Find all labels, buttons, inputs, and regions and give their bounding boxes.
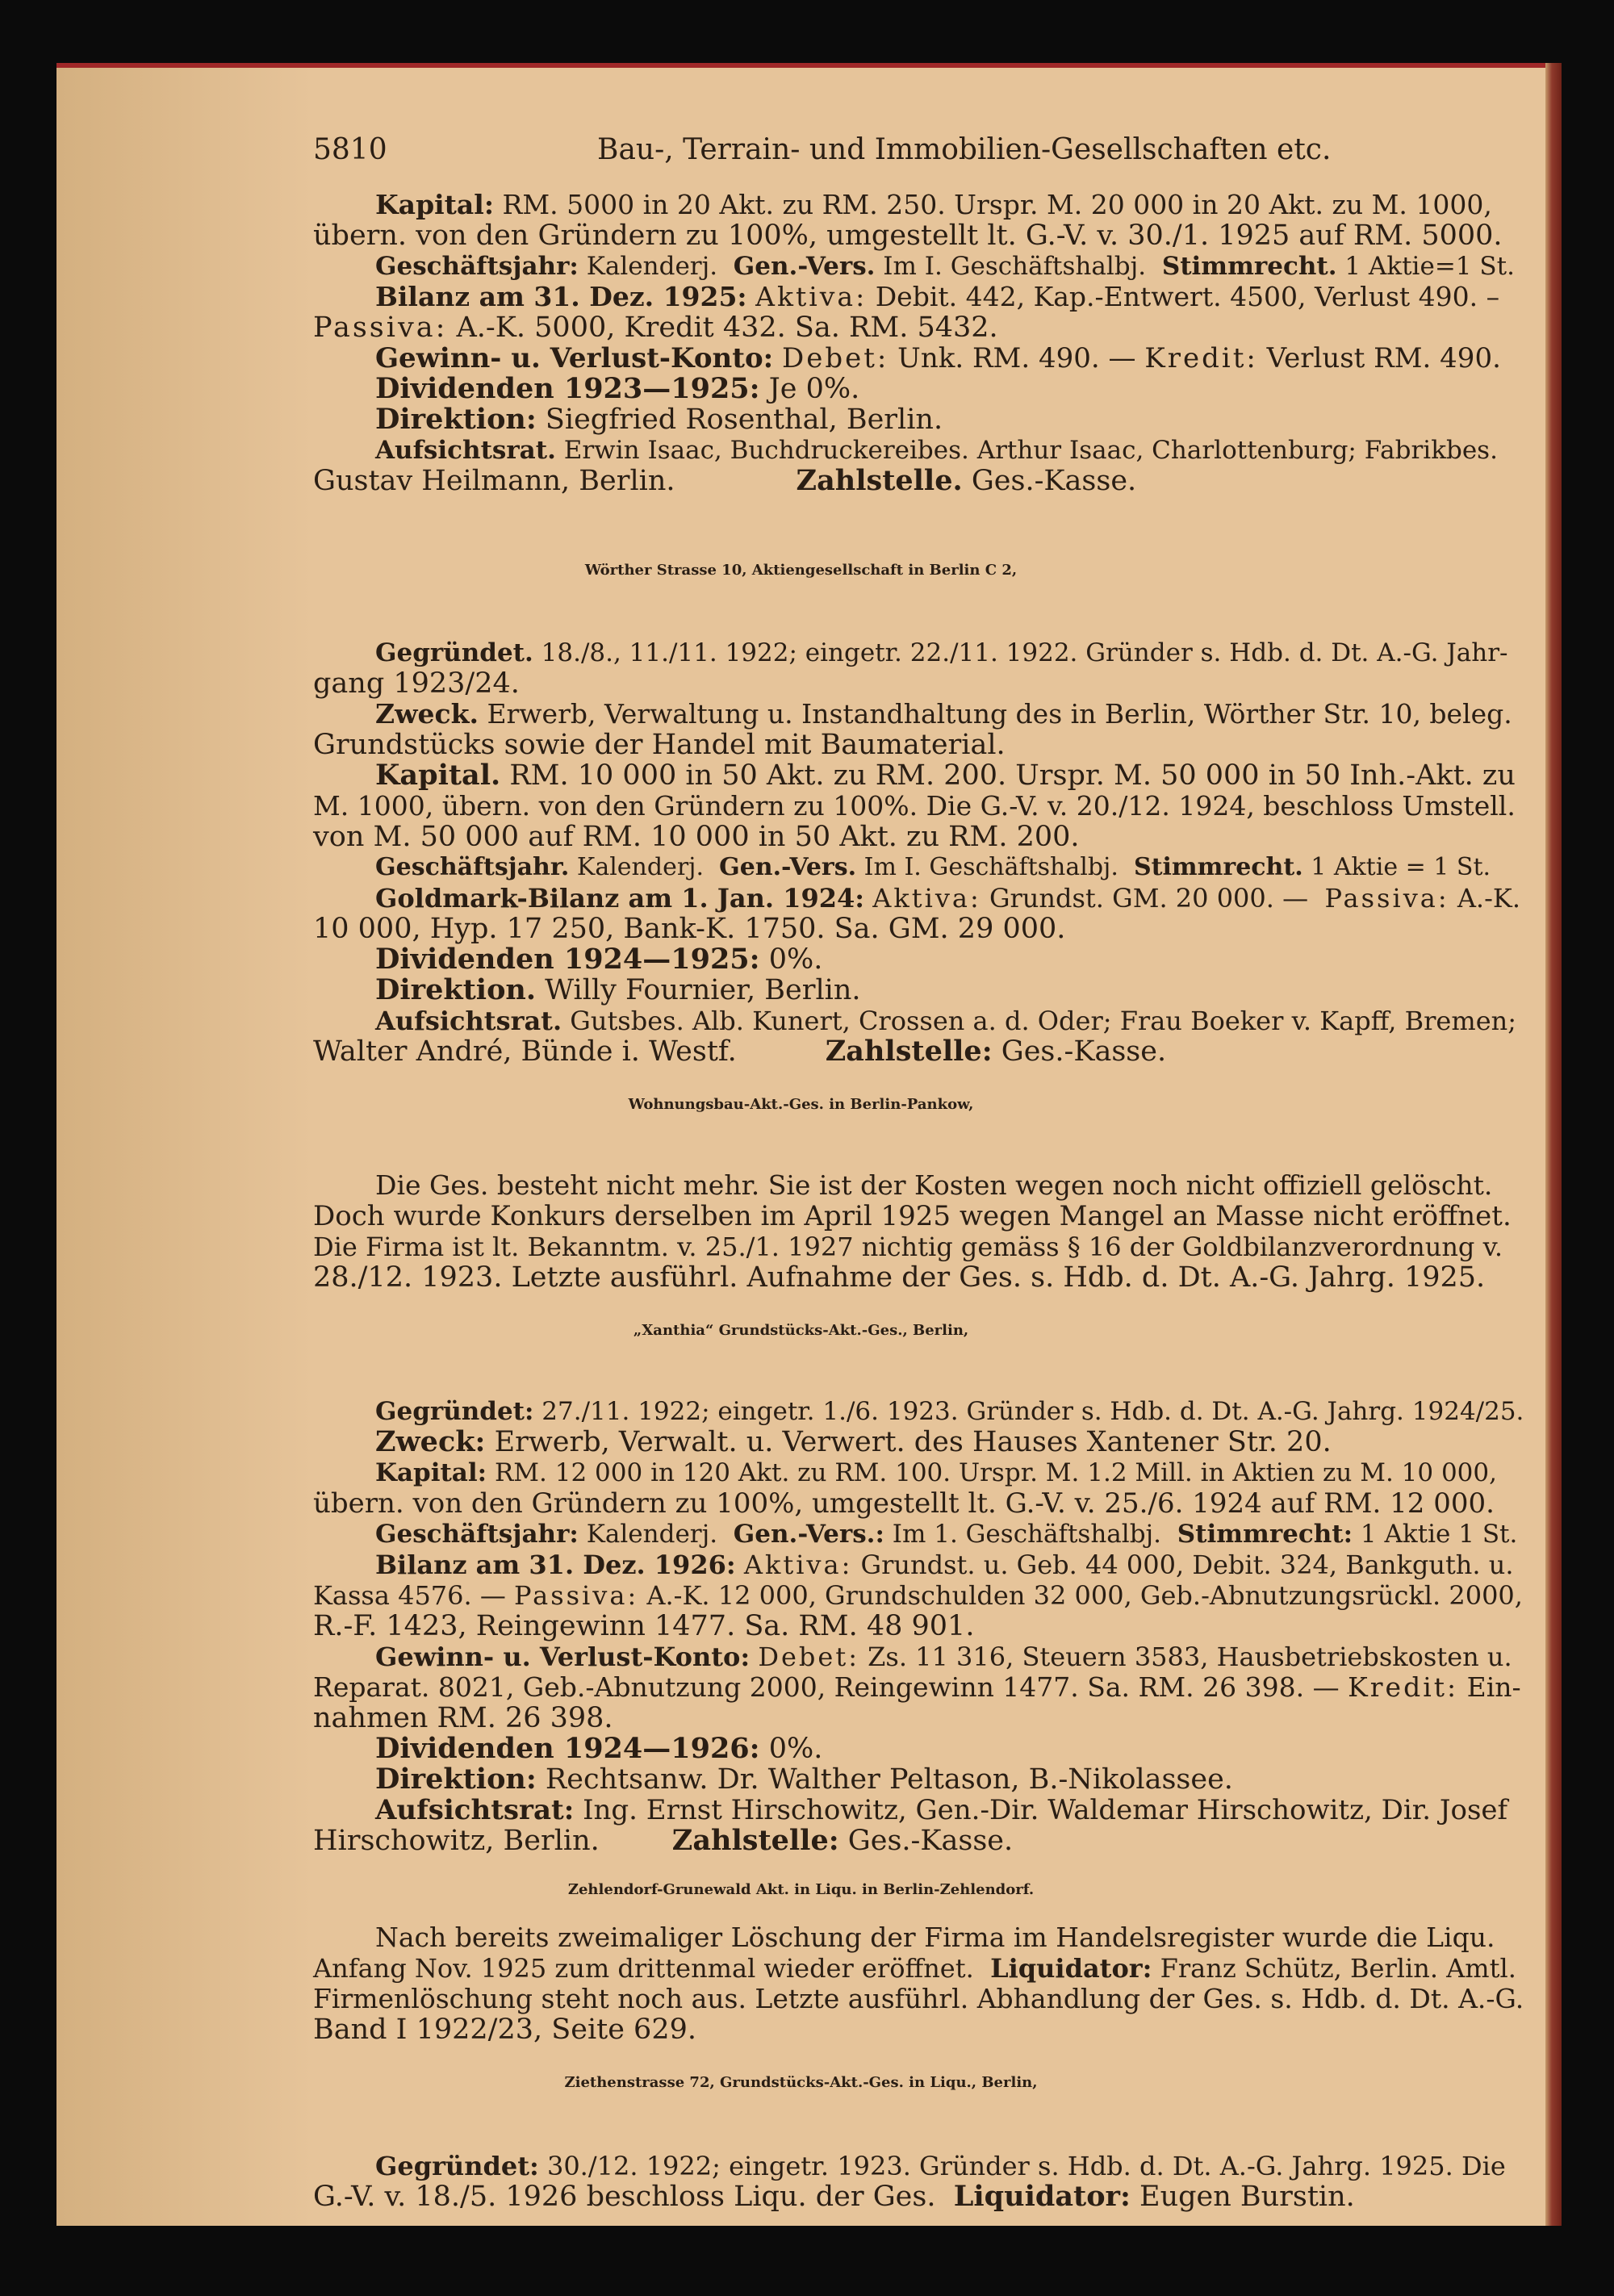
company-address <box>56 1361 1545 1393</box>
board-line: Direktion: Siegfried Rosenthal, Berlin. <box>375 403 943 436</box>
capital-line: Kapital: RM. 5000 in 20 Akt. zu RM. 250. Urspr. M. 20 000 in 20 Akt. zu M. 1000, <box>375 189 1492 220</box>
dividends-line: Dividenden 1923—1925: Je 0%. <box>375 372 860 405</box>
text-line: Firmenlöschung steht noch aus. Letzte ausführl. Abhandlung der Ges. s. Hdb. d. Dt. A.-G. <box>313 1983 1524 2014</box>
text-line: Die Ges. besteht nicht mehr. Sie ist der Kosten wegen noch nicht offiziell gelöscht. <box>375 1169 1493 1201</box>
dividends-line: Dividenden 1924—1925: 0%. <box>375 943 823 976</box>
board-line: Direktion. Willy Fournier, Berlin. <box>375 973 861 1006</box>
company-address <box>56 2114 1545 2147</box>
balance-line: Goldmark-Bilanz am 1. Jan. 1924: Aktiva: Grundst. GM. 20 000. — Passiva: A.-K. <box>375 883 1520 914</box>
text-line: Doch wurde Konkurs derselben im April 1925 wegen Mangel an Masse nicht eröffnet. <box>313 1200 1512 1232</box>
company-title: Ziethenstrasse 72, Grundstücks-Akt.-Ges. in Liqu., Berlin, <box>564 2074 1038 2091</box>
page-number: 5810 <box>313 133 387 166</box>
supervisory-board-line: Aufsichtsrat. Erwin Isaac, Buchdruckereibes. Arthur Isaac, Charlottenburg; Fabrikbes. <box>375 436 1498 465</box>
balance-continuation: 10 000, Hyp. 17 250, Bank-K. 1750. Sa. GM. 29 000. <box>313 913 1066 945</box>
balance-liabilities: Passiva: A.-K. 5000, Kredit 432. Sa. RM. 5432. <box>313 312 998 344</box>
profit-loss-line: Gewinn- u. Verlust-Konto: Debet: Zs. 11 316, Steuern 3583, Hausbetriebskosten u. <box>375 1641 1512 1672</box>
board-line: Direktion: Rechtsanw. Dr. Walther Peltason, B.-Nikolassee. <box>375 1763 1233 1796</box>
supervisory-board-continuation: Walter André, Bünde i. Westf. Zahlstelle: Ges.-Kasse. <box>313 1035 1167 1068</box>
founded-line: Gegründet: 30./12. 1922; eingetr. 1923. Gründer s. Hdb. d. Dt. A.-G. Jahrg. 1925. Die <box>375 2151 1506 2181</box>
text-line: 28./12. 1923. Letzte ausführl. Aufnahme der Ges. s. Hdb. d. Dt. A.-G. Jahrg. 1925. <box>313 1261 1486 1294</box>
supervisory-board-line: Aufsichtsrat. Gutsbes. Alb. Kunert, Crossen a. d. Oder; Frau Boeker v. Kapff, Bremen; <box>375 1006 1517 1036</box>
company-title: Zehlendorf-Grunewald Akt. in Liqu. in Berlin-Zehlendorf. <box>567 1881 1035 1898</box>
company-title: „Xanthia“ Grundstücks-Akt.-Ges., Berlin, <box>633 1322 969 1339</box>
running-title: Bau-, Terrain- und Immobilien-Gesellschaften etc. <box>597 133 1332 166</box>
profit-loss-line: Gewinn- u. Verlust-Konto: Debet: Unk. RM. 490. — Kredit: Verlust RM. 490. <box>375 342 1501 374</box>
founded-line: Gegründet: 27./11. 1922; eingetr. 1./6. 1923. Gründer s. Hdb. d. Dt. A.-G. Jahrg. 1924/25. <box>375 1397 1524 1426</box>
founded-line: Gegründet. 18./8., 11./11. 1922; eingetr. 22./11. 1922. Gründer s. Hdb. d. Dt. A.-G. Jahr- <box>375 638 1508 667</box>
company-address <box>56 1135 1545 1167</box>
fiscal-year-line: Geschäftsjahr. Kalenderj. Gen.-Vers. Im I. Geschäftshalbj. Stimmrecht. 1 Aktie = 1 St. <box>375 853 1491 881</box>
profit-loss-continuation: nahmen RM. 26 398. <box>313 1702 613 1734</box>
capital-continuation: von M. 50 000 auf RM. 10 000 in 50 Akt. zu RM. 200. <box>313 821 1080 853</box>
supervisory-board-continuation: Gustav Heilmann, Berlin. Zahlstelle. Ges.-Kasse. <box>313 464 1137 497</box>
balance-line: Bilanz am 31. Dez. 1926: Aktiva: Grundst. u. Geb. 44 000, Debit. 324, Bankguth. u. <box>375 1549 1514 1580</box>
company-title: Wohnungsbau-Akt.-Ges. in Berlin-Pankow, <box>628 1096 974 1113</box>
page-edge <box>1545 63 1562 2226</box>
profit-loss-continuation: Reparat. 8021, Geb.-Abnutzung 2000, Reingewinn 1477. Sa. RM. 26 398. — Kredit: Ein- <box>313 1671 1521 1703</box>
supervisory-board-continuation: Hirschowitz, Berlin. Zahlstelle: Ges.-Kasse. <box>313 1824 1014 1857</box>
fiscal-year-line: Geschäftsjahr: Kalenderj. Gen.-Vers.: Im 1. Geschäftshalbj. Stimmrecht: 1 Aktie 1 St. <box>375 1520 1518 1549</box>
text-line: Anfang Nov. 1925 zum drittenmal wieder eröffnet. Liquidator: Franz Schütz, Berlin. Amtl. <box>313 1953 1516 1984</box>
book-page <box>56 63 1545 2226</box>
founded-continuation: gang 1923/24. <box>313 667 520 700</box>
balance-continuation: R.-F. 1423, Reingewinn 1477. Sa. RM. 48 901. <box>313 1610 975 1642</box>
capital-continuation: übern. von den Gründern zu 100%, umgestellt lt. G.-V. v. 25./6. 1924 auf RM. 12 000. <box>313 1487 1495 1520</box>
company-title: Wörther Strasse 10, Aktiengesellschaft in Berlin C 2, <box>584 562 1018 579</box>
capital-continuation: M. 1000, übern. von den Gründern zu 100%. Die G.-V. v. 20./12. 1924, beschloss Umstell. <box>313 790 1516 822</box>
text-line: Nach bereits zweimaliger Löschung der Firma im Handelsregister wurde die Liqu. <box>375 1922 1495 1953</box>
founded-continuation: G.-V. v. 18./5. 1926 beschloss Liqu. der Ges. Liquidator: Eugen Burstin. <box>313 2180 1355 2213</box>
dividends-line: Dividenden 1924—1926: 0%. <box>375 1732 823 1765</box>
company-address <box>56 602 1545 634</box>
balance-line: Bilanz am 31. Dez. 1925: Aktiva: Debit. 442, Kap.-Entwert. 4500, Verlust 490. – <box>375 281 1500 312</box>
capital-line: Kapital. RM. 10 000 in 50 Akt. zu RM. 200. Urspr. M. 50 000 in 50 Inh.-Akt. zu <box>375 759 1516 792</box>
purpose-line: Zweck: Erwerb, Verwalt. u. Verwert. des Hauses Xantener Str. 20. <box>375 1425 1332 1458</box>
balance-continuation: Kassa 4576. — Passiva: A.-K. 12 000, Grundschulden 32 000, Geb.-Abnutzungsrückl. 2000, <box>313 1580 1523 1611</box>
text-line: Die Firma ist lt. Bekanntm. v. 25./1. 1927 nichtig gemäss § 16 der Goldbilanzverordnung v. <box>313 1232 1503 1262</box>
capital-line: Kapital: RM. 12 000 in 120 Akt. zu RM. 100. Urspr. M. 1.2 Mill. in Aktien zu M. 10 000, <box>375 1458 1497 1487</box>
text-line: Band I 1922/23, Seite 629. <box>313 2014 696 2046</box>
capital-continuation: übern. von den Gründern zu 100%, umgestellt lt. G.-V. v. 30./1. 1925 auf RM. 5000. <box>313 220 1503 252</box>
supervisory-board-line: Aufsichtsrat: Ing. Ernst Hirschowitz, Gen.-Dir. Waldemar Hirschowitz, Dir. Josef <box>375 1794 1508 1826</box>
purpose-line: Zweck. Erwerb, Verwaltung u. Instandhaltung des in Berlin, Wörther Str. 10, beleg. <box>375 698 1512 730</box>
purpose-continuation: Grundstücks sowie der Handel mit Baumaterial. <box>313 729 1006 761</box>
fiscal-year-line: Geschäftsjahr: Kalenderj. Gen.-Vers. Im I. Geschäftshalbj. Stimmrecht. 1 Aktie=1 St. <box>375 252 1515 281</box>
